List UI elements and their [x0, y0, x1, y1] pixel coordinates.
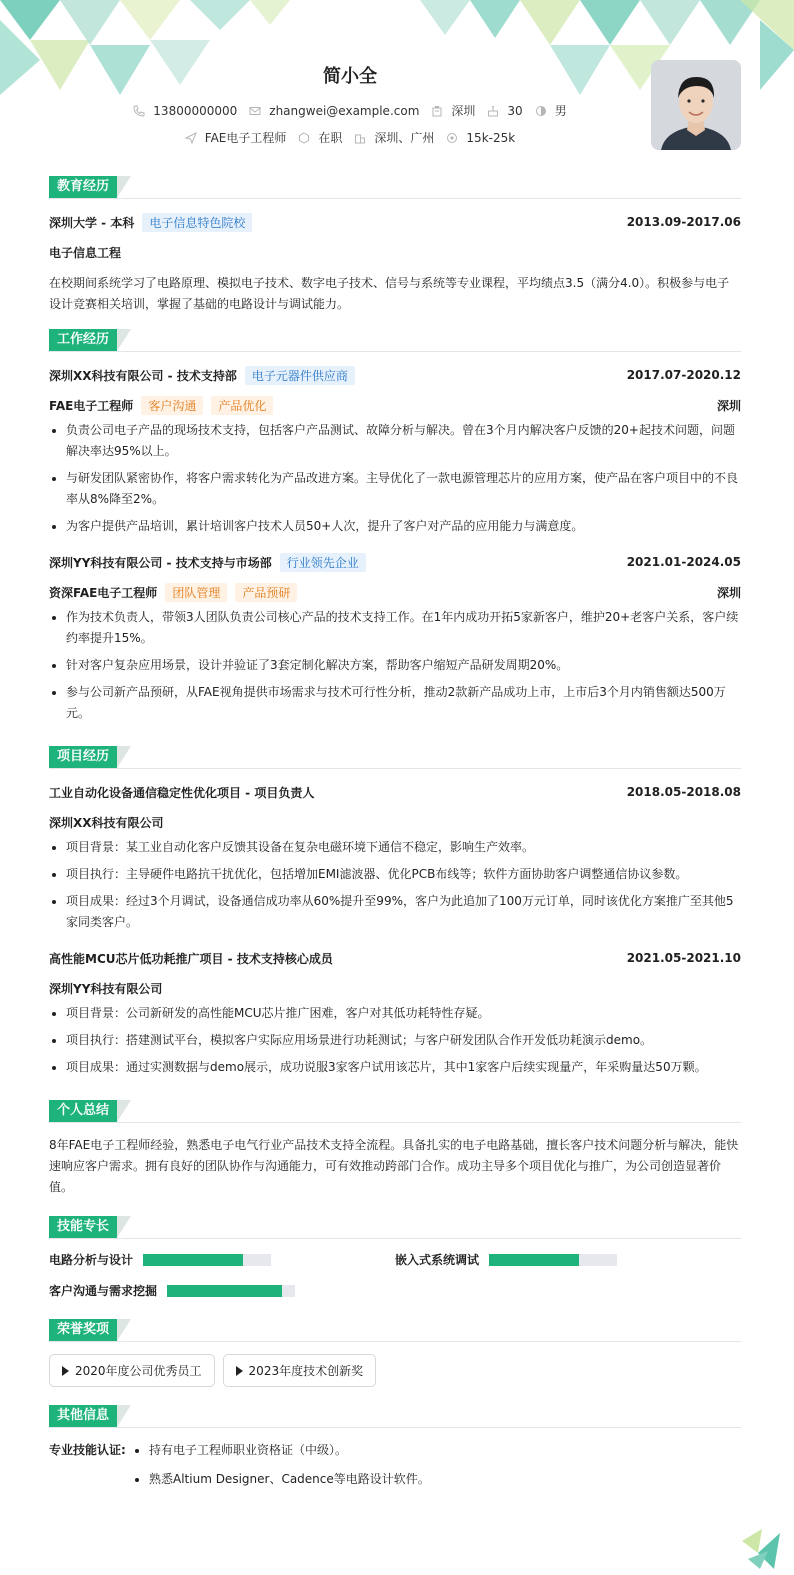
major-name: 电子信息工程 [49, 245, 122, 260]
project-bullet: • 项目执行：搭建测试平台，模拟客户实际应用场景进行功耗测试；与客户研发团队合作开发低功耗演示demo。 [66, 1030, 741, 1051]
project-bullets [49, 837, 741, 933]
city-icon [354, 132, 366, 144]
skill-item [395, 1251, 741, 1268]
award-text: 2020年度公司优秀员工 [75, 1364, 202, 1378]
play-icon [62, 1366, 69, 1376]
project-bullet: • 项目背景：某工业自动化客户反馈其设备在复杂电磁环境下通信不稳定，影响生产效率。 [66, 837, 741, 858]
project-bullet: • 项目背景：公司新研发的高性能MCU芯片推广困难，客户对其低功耗特性存疑。 [66, 1003, 741, 1024]
job-item [49, 551, 741, 724]
education-date: 2013.09-2017.06 [626, 215, 741, 229]
skill-bar [167, 1285, 295, 1297]
other-list [137, 1440, 430, 1498]
phone-text: 13800000000 [153, 103, 238, 118]
job-location: 深圳 [716, 585, 741, 600]
project-bullet: • 项目成果：通过实测数据与demo展示，成功说服3家客户试用该芯片，其中1家客户后续实现量产，年采购量达50万颗。 [66, 1057, 741, 1078]
location-text: 深圳 [451, 104, 476, 118]
gender-icon [535, 105, 547, 117]
skill-item [49, 1282, 395, 1299]
projects-section [49, 746, 741, 1078]
job-position-row [49, 394, 741, 416]
target-position-item [185, 129, 287, 146]
work-section [49, 329, 741, 724]
job-date: 2021.01-2024.05 [626, 555, 741, 569]
job-company-row [49, 364, 741, 386]
school-tag: 电子信息特色院校 [142, 213, 252, 232]
project-company-row [49, 977, 741, 999]
skill-name: 客户沟通与需求挖掘 [49, 1284, 158, 1298]
awards-list [49, 1354, 741, 1387]
other-item: • 熟悉Altium Designer、Cadence等电路设计软件。 [149, 1469, 430, 1490]
job-bullets [49, 607, 741, 724]
job-company: 深圳XX科技有限公司 - 技术支持部 [49, 368, 237, 383]
job-bullet: • 为客户提供产品培训，累计培训客户技术人员50+人次，提升了客户对产品的应用能力与满意度。 [66, 516, 741, 537]
mail-icon [249, 105, 261, 117]
project-item [49, 781, 741, 933]
candidate-name: 简小全 [323, 66, 377, 87]
other-item: • 持有电子工程师职业资格证（中级）。 [149, 1440, 430, 1461]
job-location: 深圳 [716, 398, 741, 413]
project-company: 深圳XX科技有限公司 [49, 815, 164, 830]
job-info-row [0, 129, 700, 146]
email-item [249, 104, 419, 118]
summary-section [49, 1100, 741, 1198]
phone-item [133, 104, 237, 118]
award-chip [49, 1354, 215, 1387]
send-icon [185, 132, 197, 144]
job-tag: 团队管理 [165, 583, 227, 602]
summary-title: 个人总结 [49, 1100, 117, 1122]
play-icon [236, 1366, 243, 1376]
job-position-row [49, 581, 741, 603]
major-row [49, 241, 741, 263]
project-date: 2018.05-2018.08 [626, 785, 741, 799]
salary-item [446, 131, 515, 145]
job-company-row [49, 551, 741, 573]
skill-bar-fill [143, 1254, 243, 1266]
salary-icon [446, 132, 458, 144]
project-bullet: • 项目执行：主导硬件电路抗干扰优化，包括增加EMI滤波器、优化PCB布线等；软件方面协助客户调整通信协议参数。 [66, 864, 741, 885]
job-bullet: • 与研发团队紧密协作，将客户需求转化为产品改进方案。主导优化了一款电源管理芯片的应用方案，使产品在客户项目中的不良率从8%降至2%。 [66, 468, 741, 510]
education-desc: 在校期间系统学习了电路原理、模拟电子技术、数字电子技术、信号与系统等专业课程，平均绩点3.5（满分4.0）。积极参与电子设计竞赛相关培训，掌握了基础的电路设计与调试能力。 [49, 276, 730, 311]
job-bullets [49, 420, 741, 537]
status-item [298, 129, 342, 146]
skill-name: 电路分析与设计 [49, 1253, 134, 1267]
project-bullet: • 项目成果：经过3个月调试，设备通信成功率从60%提升至99%，客户为此追加了100万元订单，同时该优化方案推广至其他5家同类客户。 [66, 891, 741, 933]
job-company-tag: 电子元器件供应商 [245, 366, 355, 385]
phone-icon [133, 105, 145, 117]
other-title: 其他信息 [49, 1405, 117, 1427]
location-icon [431, 105, 443, 117]
awards-section [49, 1319, 741, 1387]
other-label: 专业技能认证: [49, 1443, 126, 1457]
project-name-row [49, 781, 741, 803]
gender-text: 男 [554, 104, 567, 118]
job-tag: 产品优化 [211, 396, 273, 415]
skill-name: 嵌入式系统调试 [395, 1253, 480, 1267]
work-title: 工作经历 [49, 329, 117, 351]
city-item [354, 129, 434, 146]
education-header [49, 176, 741, 199]
resume-content [49, 176, 741, 1498]
project-name-row [49, 947, 741, 969]
skill-bar [143, 1254, 271, 1266]
project-date: 2021.05-2021.10 [626, 951, 741, 965]
project-company: 深圳YY科技有限公司 [49, 981, 163, 996]
work-header [49, 329, 741, 352]
avatar [651, 60, 741, 150]
age-text: 30 [507, 103, 523, 118]
job-bullet: • 作为技术负责人，带领3人团队负责公司核心产品的技术支持工作。在1年内成功开拓5家新客户，维护20+老客户关系，客户续约率提升15%。 [66, 607, 741, 649]
summary-header [49, 1100, 741, 1123]
project-bullets [49, 1003, 741, 1078]
job-tag: 客户沟通 [141, 396, 203, 415]
gender-item [535, 102, 567, 119]
education-section [49, 176, 741, 315]
awards-title: 荣誉奖项 [49, 1319, 117, 1341]
projects-header [49, 746, 741, 769]
job-bullet: • 负责公司电子产品的现场技术支持，包括客户产品测试、故障分析与解决。曾在3个月内解决客户反馈的20+起技术问题，问题解决率达95%以上。 [66, 420, 741, 462]
job-bullet: • 参与公司新产品预研，从FAE视角提供市场需求与技术可行性分析，推动2款新产品成功上市，上市后3个月内销售额达500万元。 [66, 682, 741, 724]
target-position-text: FAE电子工程师 [204, 131, 287, 145]
job-company-tag: 行业领先企业 [280, 553, 366, 572]
status-icon [298, 132, 310, 144]
status-text: 在职 [318, 131, 343, 145]
project-name: 高性能MCU芯片低功耗推广项目 - 技术支持核心成员 [49, 951, 333, 966]
project-company-row [49, 811, 741, 833]
corner-decoration [742, 1529, 780, 1569]
skill-bar-fill [489, 1254, 579, 1266]
school-name: 深圳大学 - 本科 [49, 215, 135, 230]
award-chip [223, 1354, 377, 1387]
other-header [49, 1405, 741, 1428]
projects-title: 项目经历 [49, 746, 117, 768]
email-text: zhangwei@example.com [269, 103, 420, 118]
skills-title: 技能专长 [49, 1216, 117, 1238]
job-position: FAE电子工程师 [49, 398, 134, 413]
age-item [487, 104, 522, 118]
award-text: 2023年度技术创新奖 [248, 1364, 364, 1378]
skill-bar [489, 1254, 617, 1266]
education-title: 教育经历 [49, 176, 117, 198]
contact-info-row [0, 102, 700, 119]
skill-item [49, 1251, 395, 1268]
other-section [49, 1405, 741, 1498]
project-item [49, 947, 741, 1078]
job-position: 资深FAE电子工程师 [49, 585, 158, 600]
location-item [431, 102, 475, 119]
job-company: 深圳YY科技有限公司 - 技术支持与市场部 [49, 555, 272, 570]
other-info [49, 1440, 741, 1498]
skills-header [49, 1216, 741, 1239]
skills-section [49, 1216, 741, 1299]
job-item [49, 364, 741, 537]
summary-text: 8年FAE电子工程师经验，熟悉电子电气行业产品技术支持全流程。具备扎实的电子电路基础，擅长客户技术问题分析与解决，能快速响应客户需求。拥有良好的团队协作与沟通能力，可有效推动跨部门合作。成功主导多个项目优化与推广，为公司创造显著价值。 [49, 1138, 739, 1194]
city-text: 深圳、广州 [374, 131, 435, 145]
avatar-portrait [651, 60, 741, 150]
job-date: 2017.07-2020.12 [626, 368, 741, 382]
awards-header [49, 1319, 741, 1342]
salary-text: 15k-25k [466, 130, 516, 145]
education-row [49, 211, 741, 233]
skills-list [49, 1251, 741, 1299]
age-icon [487, 105, 499, 117]
job-bullet: • 针对客户复杂应用场景，设计并验证了3套定制化解决方案，帮助客户缩短产品研发周期20%。 [66, 655, 741, 676]
project-name: 工业自动化设备通信稳定性优化项目 - 项目负责人 [49, 785, 315, 800]
job-tag: 产品预研 [235, 583, 297, 602]
skill-bar-fill [167, 1285, 282, 1297]
